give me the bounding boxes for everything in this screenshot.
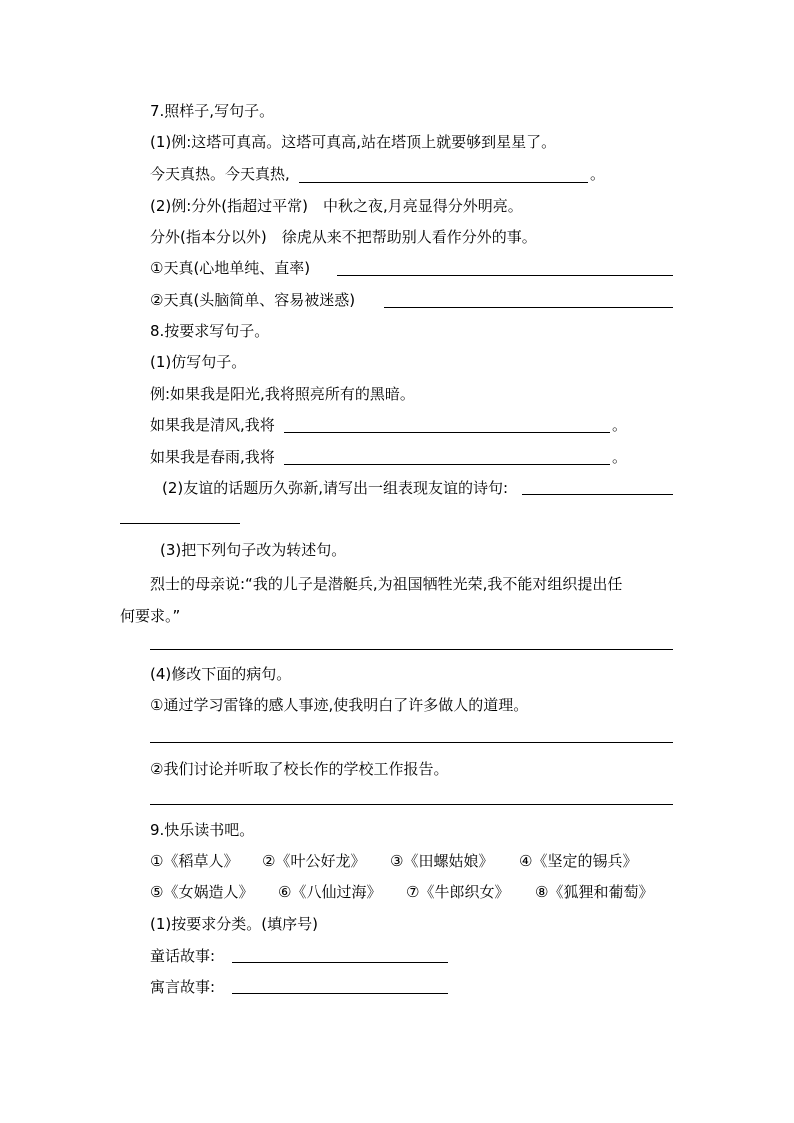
q8-p2: (2)友谊的话题历久弥新,请写出一组表现友谊的诗句: xyxy=(162,479,509,497)
q8-p1-line2-period: 。 xyxy=(612,448,628,466)
q8-p3-title: (3)把下列句子改为转述句。 xyxy=(160,541,347,559)
q7-p2-example2: 分外(指本分以外) 徐虎从来不把帮助别人看作分外的事。 xyxy=(150,228,537,246)
q8-p2-answer-line1[interactable] xyxy=(522,494,673,495)
q9-fairy-answer-line[interactable] xyxy=(232,962,448,963)
q8-p1-line1-period: 。 xyxy=(612,416,628,434)
book-6: ⑥《八仙过海》 xyxy=(278,883,382,901)
q9-fairy-label: 童话故事: xyxy=(150,947,216,965)
q7-p1-end: 。 xyxy=(590,165,606,183)
q8-p3-answer-line[interactable] xyxy=(150,649,673,650)
q7-p1-example: (1)例:这塔可真高。这塔可真高,站在塔顶上就要够到星星了。 xyxy=(150,133,557,151)
q7-p1-answer-line[interactable] xyxy=(299,182,588,183)
q8-p1-line1: 如果我是清风,我将 xyxy=(150,416,275,434)
book-4: ④《坚定的锡兵》 xyxy=(519,852,638,870)
q9-fable-answer-line[interactable] xyxy=(232,993,448,994)
book-3: ③《田螺姑娘》 xyxy=(390,852,494,870)
book-8: ⑧《狐狸和葡萄》 xyxy=(535,883,654,901)
q8-title: 8.按要求写句子。 xyxy=(150,322,270,340)
q8-p2-answer-line2[interactable] xyxy=(120,523,240,524)
book-2: ②《叶公好龙》 xyxy=(262,852,366,870)
q7-p2-item2: ②天真(头脑简单、容易被迷惑) xyxy=(150,291,356,309)
q9-p1-title: (1)按要求分类。(填序号) xyxy=(150,915,318,933)
q8-p4-title: (4)修改下面的病句。 xyxy=(150,665,292,683)
q8-p1-line2: 如果我是春雨,我将 xyxy=(150,448,275,466)
q8-p4-item1-answer-line[interactable] xyxy=(150,742,673,743)
q7-title: 7.照样子,写句子。 xyxy=(150,102,275,120)
book-7: ⑦《牛郎织女》 xyxy=(406,883,510,901)
q7-p1-prompt: 今天真热。今天真热, xyxy=(150,165,290,183)
q8-p4-item2-answer-line[interactable] xyxy=(150,804,673,805)
q9-fable-label: 寓言故事: xyxy=(150,978,216,996)
q7-p2-example: (2)例:分外(指超过平常) 中秋之夜,月亮显得分外明亮。 xyxy=(150,197,523,215)
q7-p2-item1-answer-line[interactable] xyxy=(337,275,673,276)
q7-p2-item1: ①天真(心地单纯、直率) xyxy=(150,259,311,277)
q8-p1-line1-answer[interactable] xyxy=(284,432,610,433)
q8-p3-quote-line2: 何要求。” xyxy=(120,607,181,625)
book-5: ⑤《女娲造人》 xyxy=(150,883,254,901)
q8-p3-quote-line1: 烈士的母亲说:“我的儿子是潜艇兵,为祖国牺牲光荣,我不能对组织提出任 xyxy=(150,575,623,593)
q9-title: 9.快乐读书吧。 xyxy=(150,821,255,839)
q8-p1-example: 例:如果我是阳光,我将照亮所有的黑暗。 xyxy=(150,385,415,403)
q7-p2-item2-answer-line[interactable] xyxy=(384,307,673,308)
q8-p1-line2-answer[interactable] xyxy=(284,464,610,465)
book-1: ①《稻草人》 xyxy=(150,852,239,870)
q8-p4-item1: ①通过学习雷锋的感人事迹,使我明白了许多做人的道理。 xyxy=(150,696,529,714)
q8-p4-item2: ②我们讨论并听取了校长作的学校工作报告。 xyxy=(150,760,449,778)
q8-p1-title: (1)仿写句子。 xyxy=(150,353,247,371)
